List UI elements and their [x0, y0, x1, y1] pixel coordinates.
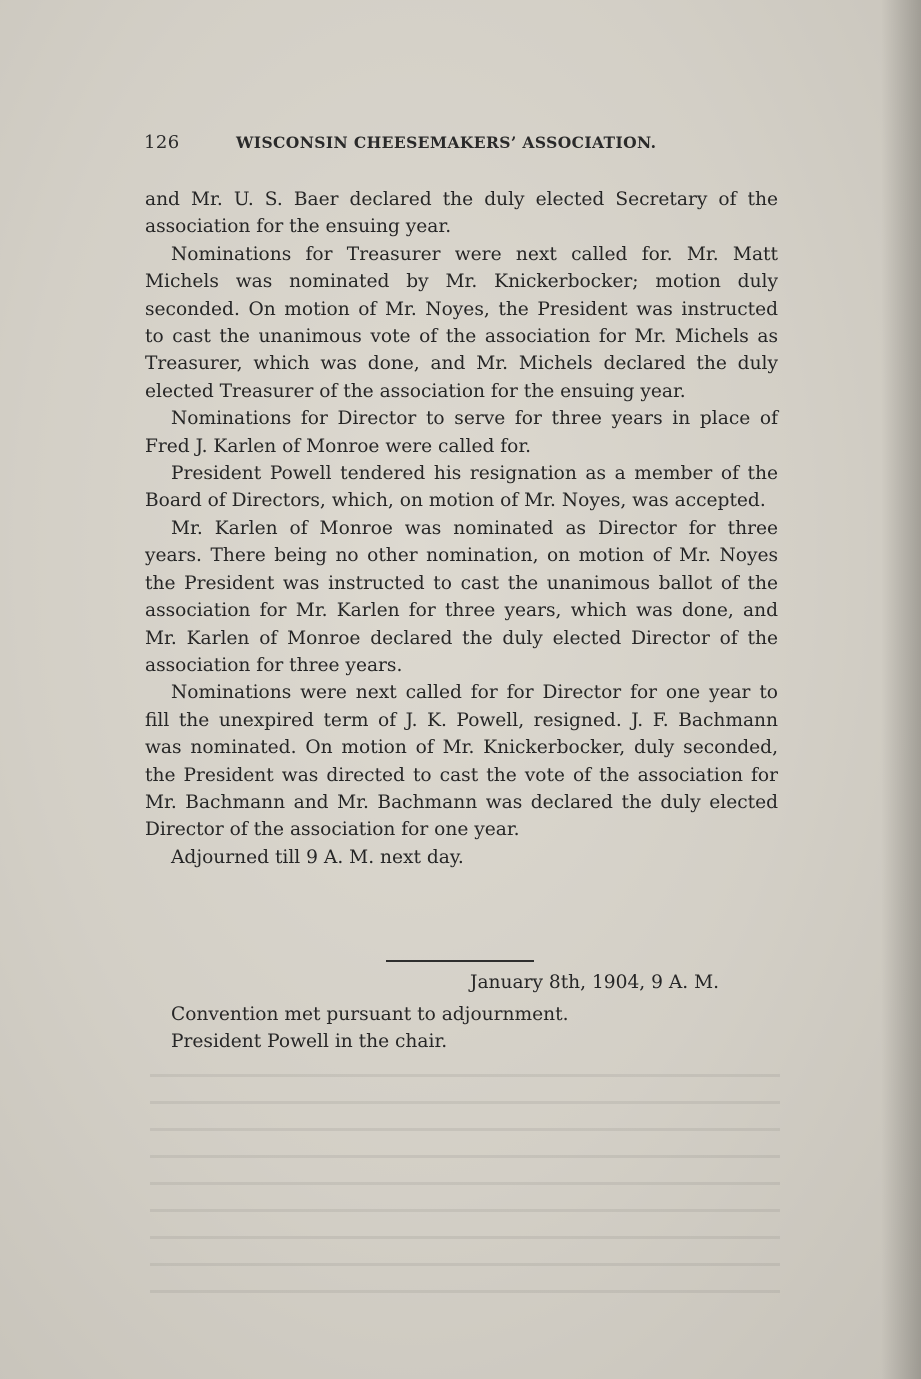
paragraph-director-nominations: Nominations for Director to serve for three years in place of Fred J. Karlen of Monroe were called for. [145, 408, 778, 457]
section-divider [386, 960, 534, 962]
dateline: January 8th, 1904, 9 A. M. [470, 972, 720, 993]
paragraph-bachmann-election: Nominations were next called for for Director for one year to fill the unexpired term of J. K. Powell, resigned. J. F. Bachmann was nominated. On motion of Mr. Knickerbocker, duly seconded, the President was directed to cast the vote of the association for Mr. Bachmann and Mr. Bachmann was declared the duly elected Director of the association for one year. [145, 682, 778, 841]
paragraph-powell-resignation: President Powell tendered his resignation as a member of the Board of Directors, which, on motion of Mr. Noyes, was accepted. [145, 463, 778, 512]
running-head [144, 132, 784, 153]
paragraph-treasurer-nomination: Nominations for Treasurer were next called for. Mr. Matt Michels was nominated by Mr. Knickerbocker; motion duly seconded. On motion of Mr. Noyes, the President was instructed to cast the unanimous vote of the association for Mr. Michels as Treasurer, which was done, and Mr. Michels declared the duly elected Treasurer of the association for the ensuing year. [145, 243, 778, 402]
running-title: WISCONSIN CHEESEMAKERS’ ASSOCIATION. [236, 133, 657, 152]
paragraph-president-chair: President Powell in the chair. [171, 1031, 448, 1053]
paragraph-adjournment: Adjourned till 9 A. M. next day. [171, 846, 464, 868]
page-number: 126 [144, 132, 180, 153]
paragraph-karlen-election: Mr. Karlen of Monroe was nominated as Director for three years. There being no other nomination, on motion of Mr. Noyes the President was instructed to cast the unanimous ballot of the association for Mr. Karlen for three years, which was done, and Mr. Karlen of Monroe declared the duly elected Director of the association for three years. [145, 517, 778, 676]
body-text [145, 186, 778, 871]
paragraph-convention-met: Convention met pursuant to adjournment. [171, 1004, 569, 1025]
session-text [145, 1001, 778, 1056]
page-edge-shadow [881, 0, 921, 1379]
show-through-texture [150, 1060, 780, 1310]
paragraph-secretary-election: and Mr. U. S. Baer declared the duly elected Secretary of the association for the ensuing year. [145, 189, 778, 238]
